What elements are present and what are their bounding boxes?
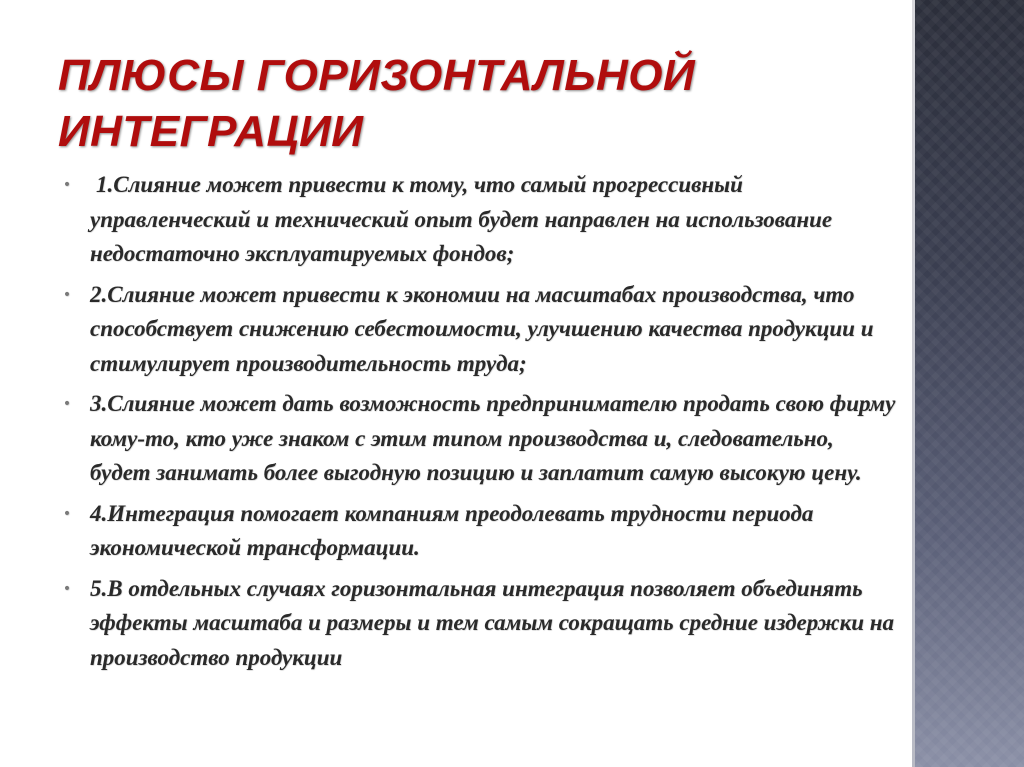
bullet-dot-icon: •: [62, 396, 72, 412]
bullet-text: 5.В отдельных случаях горизонтальная интеграция позволяет объединять эффекты масштаба и размеры и тем самым сокращать средние издержки на производство продукции: [90, 575, 895, 670]
list-item: [60, 497, 900, 566]
slide-title: ПЛЮСЫ ГОРИЗОНТАЛЬНОЙ ИНТЕГРАЦИИ: [58, 51, 696, 156]
list-item: [60, 278, 900, 382]
bullet-dot-icon: •: [62, 505, 72, 522]
side-panel-texture: [915, 0, 1024, 767]
bullet-dot-icon: •: [62, 177, 72, 193]
list-item: [60, 387, 900, 491]
bullet-dot-icon: •: [62, 286, 72, 303]
list-item: [60, 168, 900, 272]
side-decoration-panel: [912, 0, 1024, 767]
bullet-text: 3.Слияние может дать возможность предпринимателю продать свою фирму кому-то, кто уже знаком с этим типом производства и, следовательно, будет занимать более выгодную позицию и заплатит самую высокую цену.: [90, 391, 896, 485]
bullet-text: 4.Интеграция помогает компаниям преодолевать трудности периода экономической трансформации.: [90, 500, 814, 560]
bullet-dot-icon: •: [62, 580, 72, 597]
bullet-list: [60, 168, 900, 681]
bullet-text: 1.Слияние может привести к тому, что самый прогрессивный управленческий и технический опыт будет направлен на использование недостаточно эксплуатируемых фондов;: [90, 172, 833, 266]
list-item: [60, 572, 900, 676]
bullet-text: 2.Слияние может привести к экономии на масштабах производства, что способствует снижению себестоимости, улучшению качества продукции и стимулирует производительность труда;: [90, 281, 874, 376]
